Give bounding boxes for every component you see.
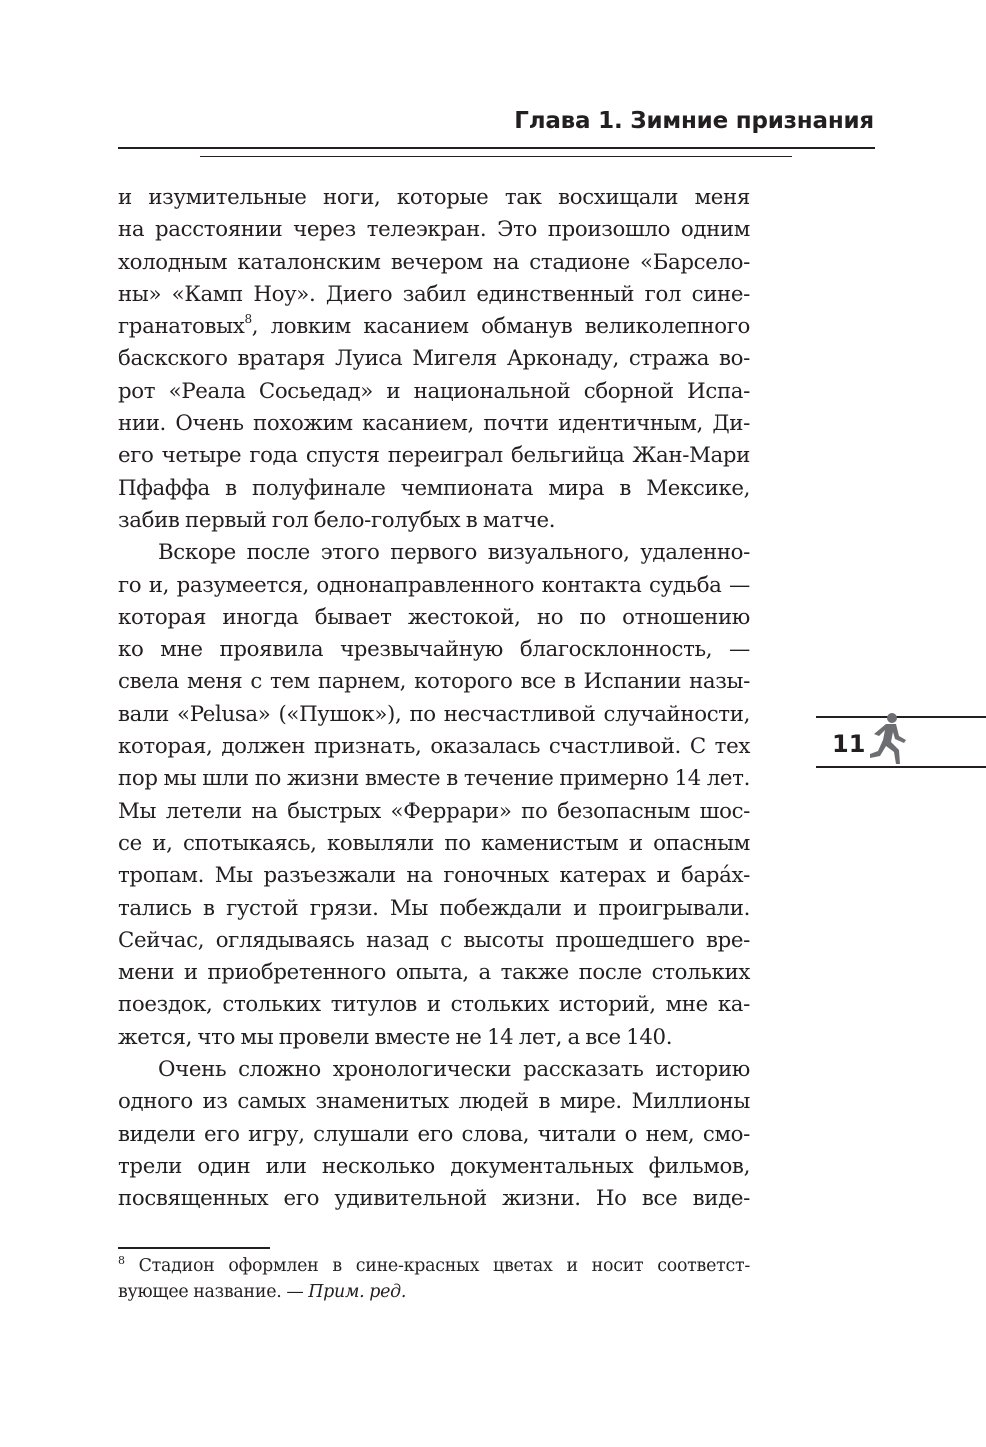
text-line: и изумительные ноги, которые так восхищали меня	[118, 185, 750, 210]
text-line: ны» «Камп Ноу». Диего забил единственный гол сине-	[118, 281, 750, 307]
text-line: забив первый гол бело-голубых в матче.	[118, 507, 556, 533]
body-text	[118, 182, 750, 1216]
page-number: 11	[832, 730, 866, 758]
running-head: Глава 1. Зимние признания	[514, 108, 874, 134]
text-line: его четыре года спустя переиграл бельгийца Жан-Мари	[118, 443, 750, 469]
text-line: Сейчас, оглядываясь назад с высоты прошедшего вре-	[118, 927, 750, 953]
header-rule	[118, 147, 875, 149]
text-line: мени и приобретенного опыта, а также после стольких	[118, 960, 750, 986]
text-line: поездок, стольких титулов и стольких историй, мне ка-	[118, 992, 750, 1018]
text-line: видели его игру, слушали его слова, читали о нем, смо-	[118, 1121, 750, 1147]
page-folio	[816, 728, 926, 768]
footnote	[118, 1254, 750, 1305]
text-line: Вскоре после этого первого визуального, удаленно-	[158, 540, 750, 566]
text-line: посвященных его удивительной жизни. Но все виде-	[118, 1186, 750, 1212]
footnote-editor-note: Прим. ред.	[308, 1281, 407, 1302]
text-line: которая иногда бывает жестокой, но по отношению	[118, 604, 750, 630]
footnote-text: вующее название. —	[118, 1281, 309, 1302]
text-line: вали «Pelusa» («Пушок»), по несчастливой случайности,	[118, 701, 750, 727]
footnote-line	[118, 1280, 750, 1306]
text-line: тались в густой грязи. Мы побеждали и проигрывали.	[118, 895, 750, 921]
footnote-line	[118, 1254, 750, 1280]
text-line: свела меня с тем парнем, которого все в Испании назы-	[118, 669, 750, 695]
text-line: пор мы шли по жизни вместе в течение примерно 14 лет.	[118, 766, 750, 792]
text-line: Очень сложно хронологически рассказать историю	[158, 1057, 750, 1083]
text-line: тропам. Мы разъезжали на гоночных катерах и бара́х-	[118, 863, 750, 889]
text-line: Мы летели на быстрых «Феррари» по безопасным шос-	[118, 798, 750, 824]
text-fragment: гранатовых	[118, 314, 245, 340]
text-line-with-footnote	[118, 311, 750, 343]
footnote-reference[interactable]: 8	[244, 312, 252, 327]
text-line: баскского вратаря Луиса Мигеля Арконаду, стража во-	[118, 346, 750, 372]
running-player-icon	[866, 712, 910, 766]
text-line: го и, разумеется, однонаправленного контакта судьба —	[118, 572, 750, 598]
text-line: ко мне проявила чрезвычайную благосклонность, —	[118, 637, 750, 663]
text-line: рот «Реала Сосьедад» и национальной сборной Испа-	[118, 378, 750, 404]
text-line: которая, должен признать, оказалась счастливой. С тех	[118, 734, 750, 760]
text-line: нии. Очень похожим касанием, почти идентичным, Ди-	[118, 411, 750, 437]
text-line: се и, спотыкаясь, ковыляли по каменистым и опасным	[118, 830, 750, 856]
header-subrule	[200, 156, 792, 157]
text-fragment: , ловким касанием обманув великолепного	[251, 314, 750, 340]
footnote-text: Стадион оформлен в сине-красных цветах и носит соответст-	[138, 1256, 750, 1276]
footnote-rule	[118, 1247, 270, 1249]
folio-rule-bottom	[816, 766, 986, 768]
footnote-mark: 8	[118, 1254, 125, 1267]
text-line: жется, что мы провели вместе не 14 лет, а все 140.	[118, 1024, 673, 1050]
text-line: холодным каталонским вечером на стадионе «Барсело-	[118, 249, 750, 275]
text-line: трели один или несколько документальных фильмов,	[118, 1153, 750, 1179]
text-line: на расстоянии через телеэкран. Это произошло одним	[118, 217, 750, 243]
text-line: Пфаффа в полуфинале чемпионата мира в Мексике,	[118, 475, 750, 501]
text-line: одного из самых знаменитых людей в мире. Миллионы	[118, 1089, 750, 1115]
